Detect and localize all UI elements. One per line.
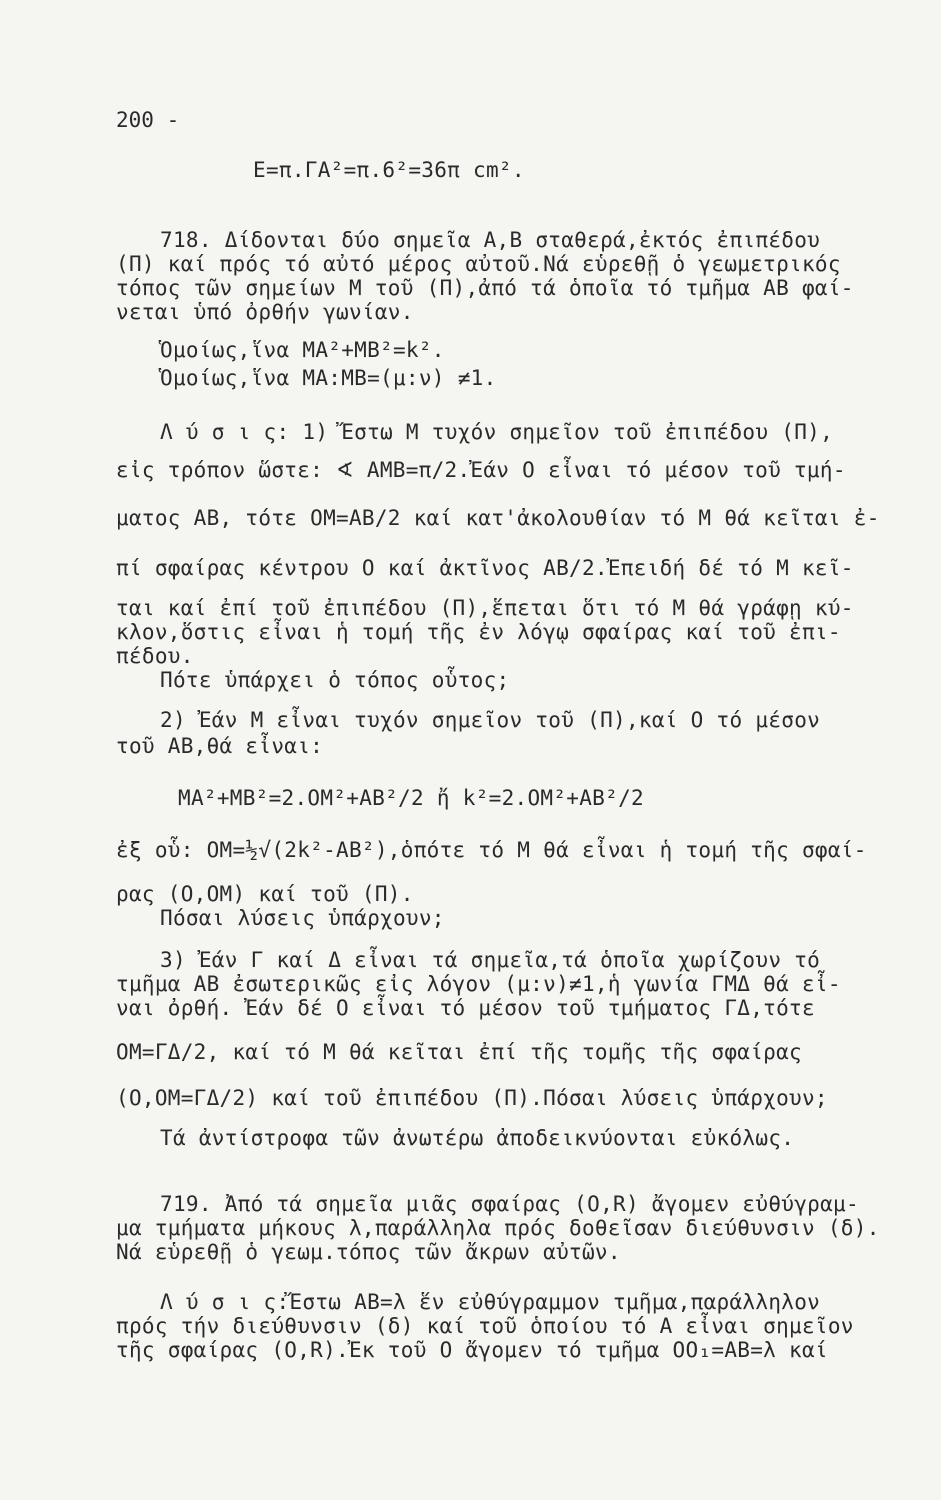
- text-line: ἐξ οὗ: ΟΜ=½√(2k²-ΑΒ²),ὁπότε τό Μ θά εἶναι ἡ τομή τῆς σφαί-: [116, 838, 867, 862]
- text-line: ται καί ἐπί τοῦ ἐπιπέδου (Π),ἕπεται ὅτι τό Μ θά γράφῃ κύ-: [116, 596, 854, 620]
- text-line: κλον,ὅστις εἶναι ἡ τομή τῆς ἐν λόγῳ σφαίρας καί τοῦ ἐπι-: [116, 620, 841, 644]
- text-line: τόπος τῶν σημείων Μ τοῦ (Π),ἀπό τά ὁποῖα τό τμῆμα ΑΒ φαί-: [116, 276, 854, 300]
- text-line: πέδου.: [116, 644, 194, 668]
- text-line: 3) Ἐάν Γ καί Δ εἶναι τά σημεῖα,τά ὁποῖα χωρίζουν τό: [160, 948, 821, 972]
- text-line: τοῦ ΑΒ,θά εἶναι:: [116, 734, 324, 758]
- text-line: πί σφαίρας κέντρου Ο καί ἀκτῖνος ΑΒ/2.Ἐπειδή δέ τό Μ κεῖ-: [116, 556, 854, 580]
- text-line: πρός τήν διεύθυνσιν (δ) καί τοῦ ὁποίου τό Α εἶναι σημεῖον: [116, 1314, 854, 1338]
- text-line: ΟΜ=ΓΔ/2, καί τό Μ θά κεῖται ἐπί τῆς τομῆς τῆς σφαίρας: [116, 1040, 802, 1064]
- text-line: Νά εὑρεθῇ ὁ γεωμ.τόπος τῶν ἄκρων αὐτῶν.: [116, 1240, 621, 1264]
- text-line: τῆς σφαίρας (Ο,R).Ἐκ τοῦ Ο ἄγομεν τό τμῆμα ΟΟ₁=ΑΒ=λ καί: [116, 1338, 828, 1362]
- text-line: τμῆμα ΑΒ ἐσωτερικῶς εἰς λόγον (μ:ν)≠1,ἡ γωνία ΓΜΔ θά εἶ-: [116, 972, 841, 996]
- text-line: 718. Δίδονται δύο σημεῖα Α,Β σταθερά,ἐκτός ἐπιπέδου: [160, 228, 821, 252]
- text-line: (Ο,ΟΜ=ΓΔ/2) καί τοῦ ἐπιπέδου (Π).Πόσαι λύσεις ὑπάρχουν;: [116, 1086, 828, 1110]
- text-line: 719. Ἀπό τά σημεῖα μιᾶς σφαίρας (Ο,R) ἄγομεν εὐθύγραμ-: [160, 1192, 859, 1216]
- text-line: μα τμήματα μήκους λ,παράλληλα πρός δοθεῖσαν διεύθυνσιν (δ).: [116, 1216, 880, 1240]
- text-line: Πότε ὑπάρχει ὁ τόπος οὗτος;: [160, 668, 510, 692]
- text-line: 2) Ἐάν Μ εἶναι τυχόν σημεῖον τοῦ (Π),καί Ο τό μέσον: [160, 708, 821, 732]
- text-line: ναι ὀρθή. Ἐάν δέ Ο εἶναι τό μέσον τοῦ τμήματος ΓΔ,τότε: [116, 996, 815, 1020]
- text-line: Λ ύ σ ι ς:Ἔστω ΑΒ=λ ἕν εὐθύγραμμον τμῆμα,παράλληλον: [160, 1290, 821, 1314]
- text-line: (Π) καί πρός τό αὐτό μέρος αὐτοῦ.Νά εὑρεθῇ ὁ γεωμετρικός: [116, 252, 841, 276]
- text-line: εἰς τρόπον ὥστε: ∢ ΑΜΒ=π/2.Ἐάν Ο εἶναι τό μέσον τοῦ τμή-: [116, 458, 846, 482]
- text-line: ρας (Ο,ΟΜ) καί τοῦ (Π).: [116, 882, 414, 906]
- text-line: Πόσαι λύσεις ὑπάρχουν;: [160, 906, 445, 930]
- text-line: Λ ύ σ ι ς: 1) Ἔστω Μ τυχόν σημεῖον τοῦ ἐπιπέδου (Π),: [160, 420, 834, 444]
- text-line: Τά ἀντίστροφα τῶν ἀνωτέρω ἀποδεικνύονται εὐκόλως.: [160, 1126, 795, 1150]
- page-number: 200 -: [116, 108, 180, 132]
- text-line: νεται ὑπό ὀρθήν γωνίαν.: [116, 300, 414, 324]
- text-line: Ὁμοίως,ἵνα ΜΑ²+ΜΒ²=k².: [160, 338, 445, 362]
- text-line: ματος ΑΒ, τότε ΟΜ=ΑΒ/2 καί κατ'ἀκολουθίαν τό Μ θά κεῖται ἐ-: [116, 506, 880, 530]
- formula-area: E=π.ΓΑ²=π.6²=36π cm².: [253, 158, 525, 182]
- text-line: Ὁμοίως,ἵνα ΜΑ:ΜΒ=(μ:ν) ≠1.: [160, 366, 497, 390]
- equation-line: ΜΑ²+ΜΒ²=2.ΟΜ²+ΑΒ²/2 ἤ k²=2.ΟΜ²+ΑΒ²/2: [178, 786, 644, 810]
